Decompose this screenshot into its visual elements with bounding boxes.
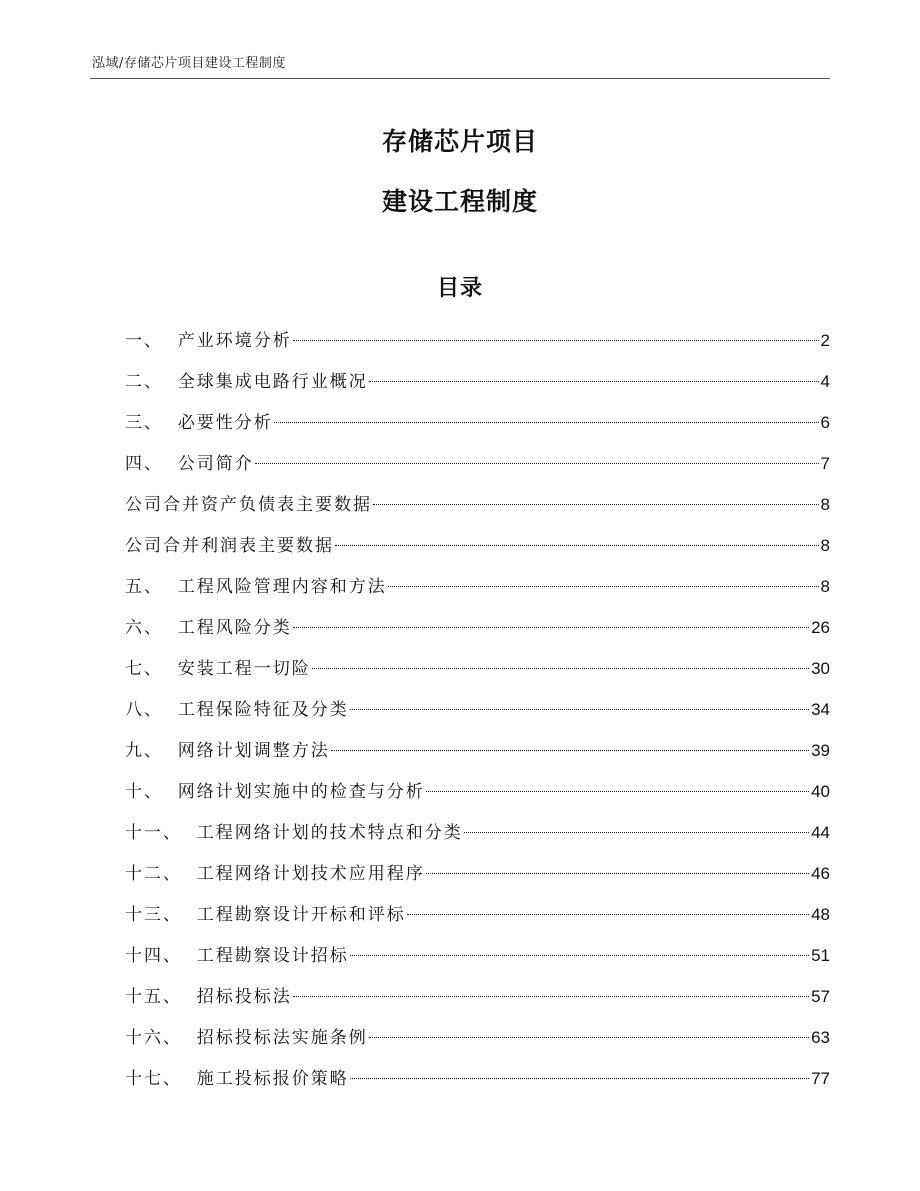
toc-dot-leader [350,709,809,710]
toc-entry-page: 44 [811,823,830,842]
toc-entry-label: 十五、 招标投标法 [125,987,292,1007]
toc-entry-page: 51 [811,946,830,965]
toc-entry[interactable] [125,320,830,361]
toc-entry[interactable] [125,935,830,976]
toc-dot-leader [293,627,809,628]
toc-entry-page: 8 [820,495,830,514]
toc-dot-leader [312,668,809,669]
toc-dot-leader [274,422,819,423]
toc-entry-page: 4 [820,372,830,391]
toc-entry[interactable] [125,361,830,402]
toc-entry[interactable] [125,402,830,443]
toc-entry-label: 十四、 工程勘察设计招标 [125,946,349,966]
toc-entry-label: 四、 公司简介 [125,454,254,474]
toc-entry[interactable] [125,648,830,689]
running-header: 泓域/存储芯片项目建设工程制度 [92,56,286,71]
toc-entry-page: 46 [811,864,830,883]
toc-entry[interactable] [125,894,830,935]
table-of-contents [125,320,830,1099]
toc-entry[interactable] [125,1017,830,1058]
toc-entry-page: 30 [811,659,830,678]
toc-entry-label: 十、 网络计划实施中的检查与分析 [125,782,425,802]
toc-dot-leader [388,586,819,587]
toc-entry-page: 39 [811,741,830,760]
toc-entry-label: 五、 工程风险管理内容和方法 [125,577,387,597]
toc-dot-leader [464,832,809,833]
toc-dot-leader [426,873,809,874]
toc-entry-page: 57 [811,987,830,1006]
header-divider [90,78,830,79]
toc-entry-label: 公司合并利润表主要数据 [125,536,334,556]
toc-dot-leader [335,545,819,546]
toc-entry-page: 40 [811,782,830,801]
toc-entry-label: 六、 工程风险分类 [125,618,292,638]
toc-dot-leader [426,791,809,792]
toc-dot-leader [369,1037,809,1038]
toc-entry[interactable] [125,607,830,648]
toc-entry-label: 三、 必要性分析 [125,413,273,433]
toc-entry-label: 八、 工程保险特征及分类 [125,700,349,720]
toc-entry[interactable] [125,812,830,853]
toc-entry[interactable] [125,1058,830,1099]
toc-dot-leader [373,504,819,505]
toc-entry-page: 8 [820,577,830,596]
toc-entry-label: 十三、 工程勘察设计开标和评标 [125,905,406,925]
toc-entry-page: 26 [811,618,830,637]
toc-entry-label: 十七、 施工投标报价策略 [125,1069,349,1089]
toc-entry-page: 6 [820,413,830,432]
toc-entry-label: 九、 网络计划调整方法 [125,741,330,761]
toc-entry[interactable] [125,566,830,607]
toc-entry[interactable] [125,689,830,730]
document-title-line-2: 建设工程制度 [381,187,538,216]
toc-dot-leader [350,955,809,956]
toc-entry[interactable] [125,976,830,1017]
toc-entry-label: 七、 安装工程一切险 [125,659,311,679]
toc-entry-page: 7 [820,454,830,473]
toc-dot-leader [407,914,809,915]
toc-entry-label: 二、 全球集成电路行业概况 [125,372,368,392]
toc-dot-leader [331,750,809,751]
toc-entry-page: 2 [820,331,830,350]
toc-entry[interactable] [125,730,830,771]
toc-entry-label: 十六、 招标投标法实施条例 [125,1028,368,1048]
toc-entry-label: 十一、 工程网络计划的技术特点和分类 [125,823,463,843]
document-title-line-1: 存储芯片项目 [381,127,538,156]
toc-entry[interactable] [125,484,830,525]
toc-dot-leader [293,996,809,997]
toc-entry-label: 一、 产业环境分析 [125,331,292,351]
toc-dot-leader [369,381,819,382]
toc-entry-page: 34 [811,700,830,719]
toc-entry[interactable] [125,771,830,812]
toc-entry-page: 8 [820,536,830,555]
toc-dot-leader [293,340,819,341]
toc-entry-page: 63 [811,1028,830,1047]
toc-dot-leader [255,463,819,464]
toc-entry[interactable] [125,525,830,566]
toc-dot-leader [350,1078,809,1079]
toc-entry-label: 十二、 工程网络计划技术应用程序 [125,864,425,884]
toc-entry-page: 48 [811,905,830,924]
toc-entry[interactable] [125,853,830,894]
toc-entry-label: 公司合并资产负债表主要数据 [125,495,372,515]
toc-entry[interactable] [125,443,830,484]
toc-heading: 目录 [436,276,483,301]
toc-entry-page: 77 [811,1069,830,1088]
